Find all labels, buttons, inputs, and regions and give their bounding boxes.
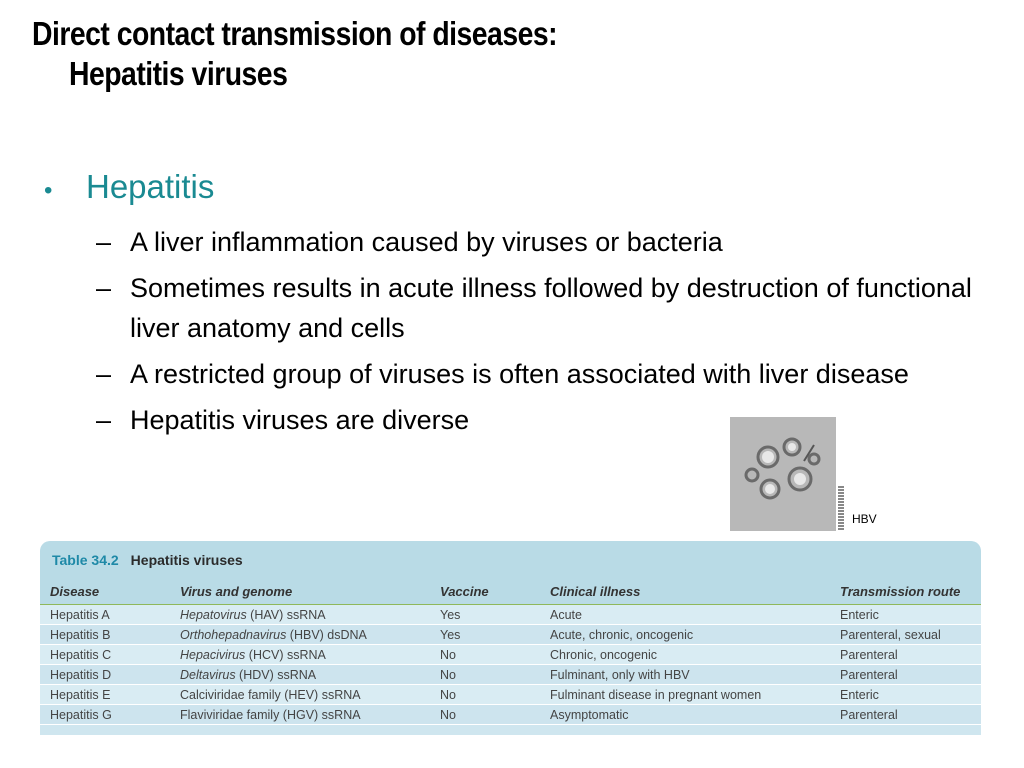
cell-disease: Hepatitis C xyxy=(50,647,112,662)
table-row xyxy=(40,685,981,705)
cell-genome: (HCV) ssRNA xyxy=(245,647,326,662)
cell-genus: Deltavirus xyxy=(180,667,236,682)
table-row xyxy=(40,705,981,725)
sub-bullet-item xyxy=(96,268,976,348)
cell-disease: Hepatitis B xyxy=(50,627,111,642)
cell-illness: Chronic, oncogenic xyxy=(550,647,658,662)
slide-title-line-2: Hepatitis viruses xyxy=(68,55,288,92)
cell-route: Enteric xyxy=(840,607,879,622)
sub-bullet-item xyxy=(96,400,976,440)
table-header-row xyxy=(40,578,981,605)
cell-virus xyxy=(180,688,440,702)
dash-icon: – xyxy=(96,227,112,257)
cell-disease: Hepatitis A xyxy=(50,607,110,622)
hbv-micrograph-image xyxy=(730,417,836,531)
cell-route: Parenteral xyxy=(840,707,898,722)
cell-route: Parenteral xyxy=(840,667,898,682)
cell-genome: (HAV) ssRNA xyxy=(246,607,326,622)
sub-bullet-text: A liver inflammation caused by viruses or bacteria xyxy=(130,227,723,257)
cell-virus xyxy=(180,668,440,682)
cell-vaccine: No xyxy=(440,667,456,682)
cell-vaccine: No xyxy=(440,707,456,722)
table-title: Hepatitis viruses xyxy=(130,551,243,568)
dash-icon: – xyxy=(96,405,112,435)
cell-disease: Hepatitis G xyxy=(50,707,112,722)
bullet-label: Hepatitis xyxy=(86,168,215,205)
table-number: Table 34.2 xyxy=(52,551,119,568)
table-caption xyxy=(40,541,981,578)
cell-route: Enteric xyxy=(840,687,879,702)
table-row xyxy=(40,625,981,645)
bullet-hepatitis xyxy=(44,166,984,212)
cell-genome: Calciviridae family (HEV) ssRNA xyxy=(180,687,361,702)
cell-virus xyxy=(180,608,440,622)
figure-caption: HBV xyxy=(852,512,877,526)
dash-icon: – xyxy=(96,273,112,303)
cell-disease: Hepatitis E xyxy=(50,687,111,702)
slide-title xyxy=(32,14,720,94)
cell-genome: (HBV) dsDNA xyxy=(286,627,367,642)
virus-particles-icon xyxy=(730,417,836,531)
sub-bullet-item xyxy=(96,222,976,262)
cell-illness: Asymptomatic xyxy=(550,707,629,722)
cell-virus xyxy=(180,648,440,662)
cell-vaccine: No xyxy=(440,647,456,662)
cell-disease: Hepatitis D xyxy=(50,667,112,682)
sub-bullet-item xyxy=(96,354,976,394)
column-header: Virus and genome xyxy=(180,583,293,599)
sub-bullet-text: A restricted group of viruses is often associated with liver disease xyxy=(130,359,909,389)
hepatitis-table xyxy=(40,541,981,735)
cell-virus xyxy=(180,628,440,642)
table-row xyxy=(40,605,981,625)
column-header: Vaccine xyxy=(440,583,489,599)
table-row xyxy=(40,665,981,685)
column-header: Disease xyxy=(50,583,100,599)
sub-bullet-text: Hepatitis viruses are diverse xyxy=(130,405,470,435)
cell-genome: (HDV) ssRNA xyxy=(235,667,317,682)
bullet-dot-icon: • xyxy=(44,177,53,204)
sub-bullet-text: Sometimes results in acute illness followed by destruction of functional liver anatomy and cells xyxy=(130,273,972,343)
cell-illness: Fulminant disease in pregnant women xyxy=(550,687,762,702)
bullet-list xyxy=(44,166,984,446)
cell-genus: Hepacivirus xyxy=(180,647,246,662)
cell-vaccine: Yes xyxy=(440,627,461,642)
cell-vaccine: No xyxy=(440,687,456,702)
table-body xyxy=(40,605,981,725)
column-header: Transmission route xyxy=(840,583,961,599)
slide-title-line-1: Direct contact transmission of diseases: xyxy=(32,15,558,52)
table-row xyxy=(40,645,981,665)
image-credit-strip xyxy=(838,486,844,530)
sub-bullet-list xyxy=(96,222,984,440)
cell-genome: Flaviviridae family (HGV) ssRNA xyxy=(180,707,361,722)
cell-illness: Acute xyxy=(550,607,582,622)
cell-route: Parenteral xyxy=(840,647,898,662)
cell-genus: Orthohepadnavirus xyxy=(180,627,287,642)
cell-vaccine: Yes xyxy=(440,607,461,622)
cell-route: Parenteral, sexual xyxy=(840,627,941,642)
cell-virus xyxy=(180,708,440,722)
cell-illness: Fulminant, only with HBV xyxy=(550,667,690,682)
column-header: Clinical illness xyxy=(550,583,641,599)
dash-icon: – xyxy=(96,359,112,389)
cell-genus: Hepatovirus xyxy=(180,607,247,622)
cell-illness: Acute, chronic, oncogenic xyxy=(550,627,694,642)
